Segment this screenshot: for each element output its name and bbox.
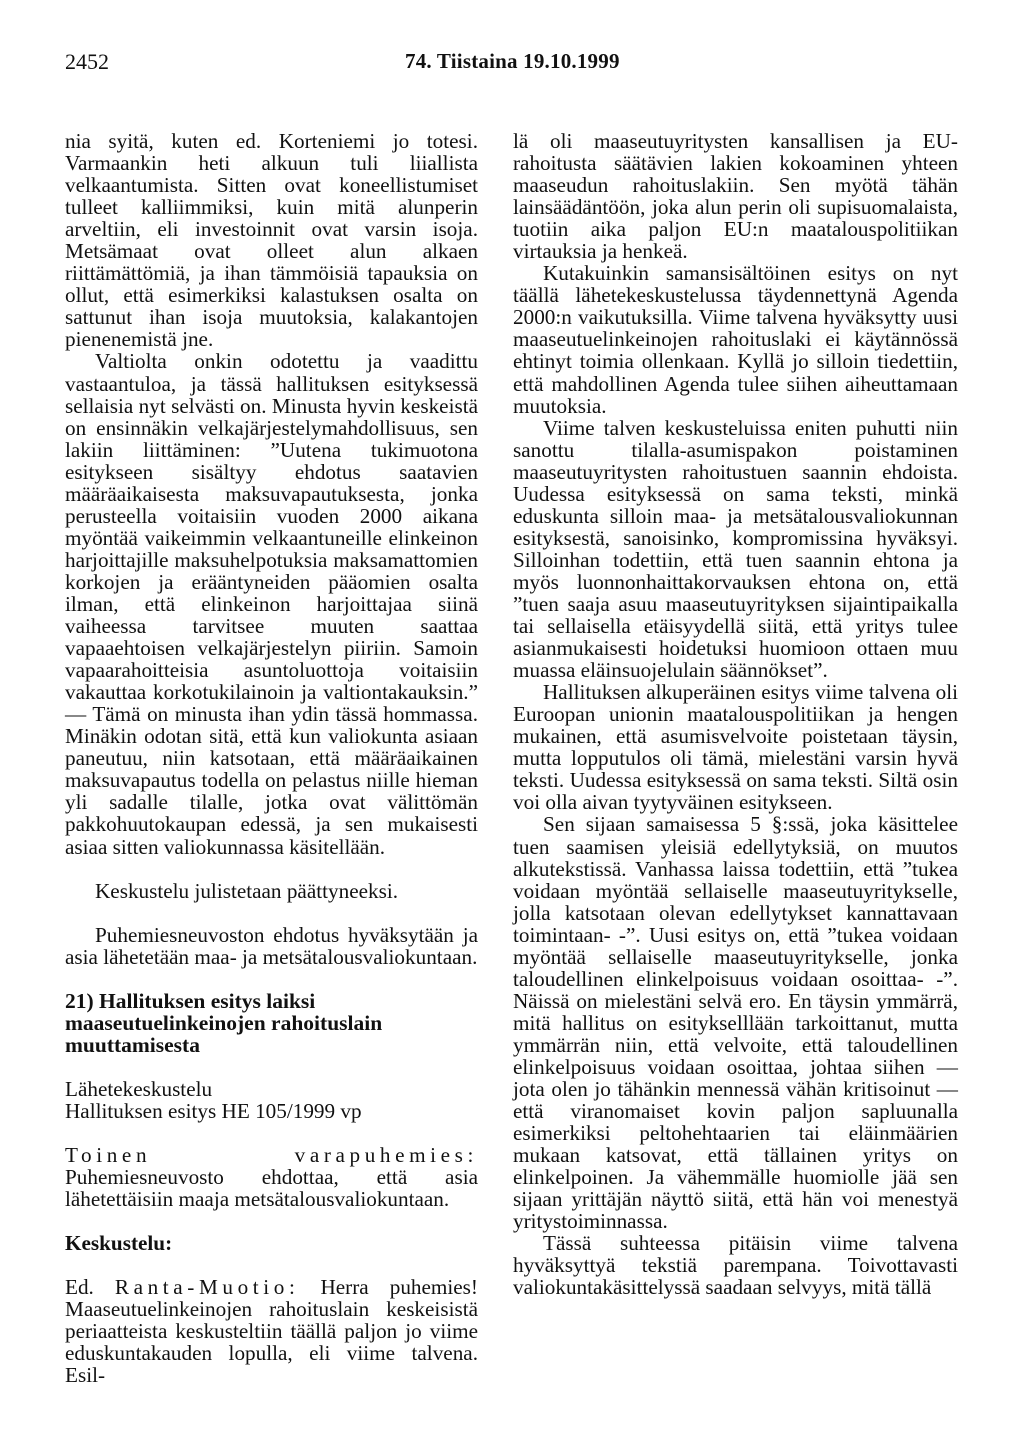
speaker-prefix: Ed. bbox=[65, 1274, 115, 1299]
right-paragraph-2: Kutakuinkin samansisältöinen esitys on nyt täällä lähetekeskustelussa täydennettynä Agenda 2000:n vaikutuksilla. Viime talvena hyväksytty uusi maaseutuelinkeinojen rahoituslaki ei käytännössä ehtinyt toimia ollenkaan. Kyllä jo silloin tiedettiin, että mahdollinen Agenda tulee siihen aiheuttamaan muutoksia. bbox=[513, 261, 958, 418]
page-number: 2452 bbox=[65, 49, 109, 74]
debate-label: Keskustelu: bbox=[65, 1230, 173, 1255]
reference-line-2: Hallituksen esitys HE 105/1999 vp bbox=[65, 1098, 362, 1123]
speaker-text: Puhemiesneuvosto ehdottaa, että asia lähetettäisiin maaja metsätalousvaliokuntaan. bbox=[65, 1164, 478, 1211]
speaker-statement-1 bbox=[65, 1144, 478, 1210]
running-header: 74. Tiistaina 19.10.1999 bbox=[405, 49, 620, 73]
right-paragraph-4: Hallituksen alkuperäinen esitys viime talvena oli Euroopan unionin maatalouspolitiikan ja hengen mukainen, että asumisvelvoite poistetaan täysin, mutta lopputulos oli tämä, mielestäni varsin hyvä teksti. Uudessa esityksessä on sama teksti. Siltä osin voi olla aivan tyytyväinen esitykseen. bbox=[513, 680, 958, 815]
right-column bbox=[513, 130, 958, 1298]
speaker-text: Herra puhemies! Maaseutuelinkeinojen rahoituslain keskeisistä periaatteista keskusteltiin täällä paljon jo viime eduskuntakauden lopulla, eli viime talvena. Esil- bbox=[65, 1274, 478, 1388]
left-paragraph-2: Valtiolta onkin odotettu ja vaadittu vastaantuloa, ja tässä hallituksen esityksessä sellaisia nyt selvästi on. Minusta hyvin keskeistä on ensinnäkin velkajärjestelymahdollisuus, sen lakiin liittäminen: ”Uutena tukimuotona esitykseen sisältyy ehdotus saatavien määräaikaisesta maksuvapautuksesta, jonka perusteella voitaisiin vuoden 2000 aikana myöntää vaikeimmin velkaantuneille elinkeinon harjoittajille maksuhelpotuksia maksamattomien korkojen ja erääntyneiden pääomien osalta ilman, että elinkeinon harjoittajaa siinä vaiheessa tarvitsee muuten saattaa vapaaehtoisen velkajärjestelyn piiriin. Samoin vapaarahoitteisia asuntoluottoja voitaisiin vakauttaa korkotukilainoin ja valtiontakauksin.” — Tämä on minusta ihan ydin tässä hommassa. Minäkin odotan sitä, että kun valiokunta asiaan paneutuu, niin katsotaan, että määräaikainen maksuvapautus todella on pelastus niille hieman yli sadalle tilalle, jotka ovat välittömän pakkohuutokaupan edessä, ja sen mukaisesti asiaa sitten valiokunnassa käsitellään. bbox=[65, 349, 478, 859]
referral-decision: Puhemiesneuvoston ehdotus hyväksytään ja asia lähetetään maa- ja metsätalousvaliokuntaan. bbox=[65, 922, 478, 969]
speaker-name: Ranta-Muotio: bbox=[114, 1274, 300, 1299]
section-heading: 21) Hallituksen esitys laiksi maaseutuelinkeinojen rahoituslain muuttamisesta bbox=[65, 988, 383, 1057]
reference-line-1: Lähetekeskustelu bbox=[65, 1076, 213, 1101]
speaker-name: Toinen varapuhemies: bbox=[65, 1142, 478, 1167]
speaker-statement-2 bbox=[65, 1276, 478, 1386]
left-column bbox=[65, 130, 478, 1386]
right-paragraph-6: Tässä suhteessa pitäisin viime talvena hyväksyttyä tekstiä parempana. Toivottavasti valiokuntakäsittelyssä saadaan selvyys, mitä tällä bbox=[513, 1231, 958, 1300]
right-paragraph-1: lä oli maaseutuyritysten kansallisen ja EU-rahoitusta säätävien lakien kokoaminen yhteen maaseudun rahoituslakiin. Sen myötä tähän lainsäädäntöön, joka alun perin oli supisuomalaista, tuotiin aika paljon EU:n maatalouspolitiikan virtauksia ja henkeä. bbox=[513, 129, 958, 264]
right-paragraph-5: Sen sijaan samaisessa 5 §:ssä, joka käsittelee tuen saamisen yleisiä edellytyksiä, on muutos alkutekstissä. Vanhassa laissa todettiin, että ”tukea voidaan myöntää sellaiselle maaseutuyritykselle, jolla katsotaan olevan edellytykset kannattavaan toimintaan- -”. Uusi esitys on, että ”tukea voidaan myöntää sellaiselle maaseutuyritykselle, jonka taloudellinen elinkelpoisuus voidaan osoittaa- -”. Näissä on mielestäni selvä ero. En täysin ymmärrä, mitä hallitus on esitykselllään tarkoittanut, mutta ymmärrän niin, että velvoite, että taloudellinen elinkelpoisuus voidaan osoittaa, johtaa siihen — jota olen jo tähänkin mennessä vähän kritisoinut — että viranomaiset kovin paljon sapluunalla esimerkiksi peltohehtaarien tai eläinmäärien mukaan katsovat, että tällainen yritys on elinkelpoinen. Ja vähemmälle huomiolle jää sen sijaan yrittäjän näyttö siitä, että hän voi menestyä yritystoiminnassa. bbox=[513, 812, 958, 1234]
left-paragraph-1: nia syitä, kuten ed. Korteniemi jo totesi. Varmaankin heti alkuun tuli liiallista velkaantumista. Sitten ovat koneellistumiset tulleet kalliimmiksi, kuin mitä alunperin arveltiin, eli investoinnit ovat varsin isoja. Metsämaat ovat olleet alun alkaen riittämättömiä, ja ihan tämmöisiä tapauksia on ollut, että esimerkiksi kalastuksen osalta on sattunut ihan isoja muutoksia, kalakantojen pienenemistä jne. bbox=[65, 129, 478, 352]
debate-closed-note: Keskustelu julistetaan päättyneeksi. bbox=[95, 878, 399, 903]
right-paragraph-3: Viime talven keskusteluissa eniten puhutti niin sanottu tilalla-asumispakon poistaminen maaseutuyritysten rahoitustuen saannin ehdoista. Uudessa esityksessä on sama teksti, minkä eduskunta silloin maa- ja metsätalousvaliokunnan esityksestä, sanoisinko, kompromissina hyväksyi. Silloinhan todettiin, että tuen saannin ehtona ja myös luonnonhaittakorvauksen ehtona on, että ”tuen saaja asuu maaseutuyrityksen sijaintipaikalla tai sellaisella etäisyydellä siitä, että yritys tulee asianmukaisesti hoidetuksi huomioon ottaen muu muassa eläinsuojelulain säännökset”. bbox=[513, 415, 958, 683]
